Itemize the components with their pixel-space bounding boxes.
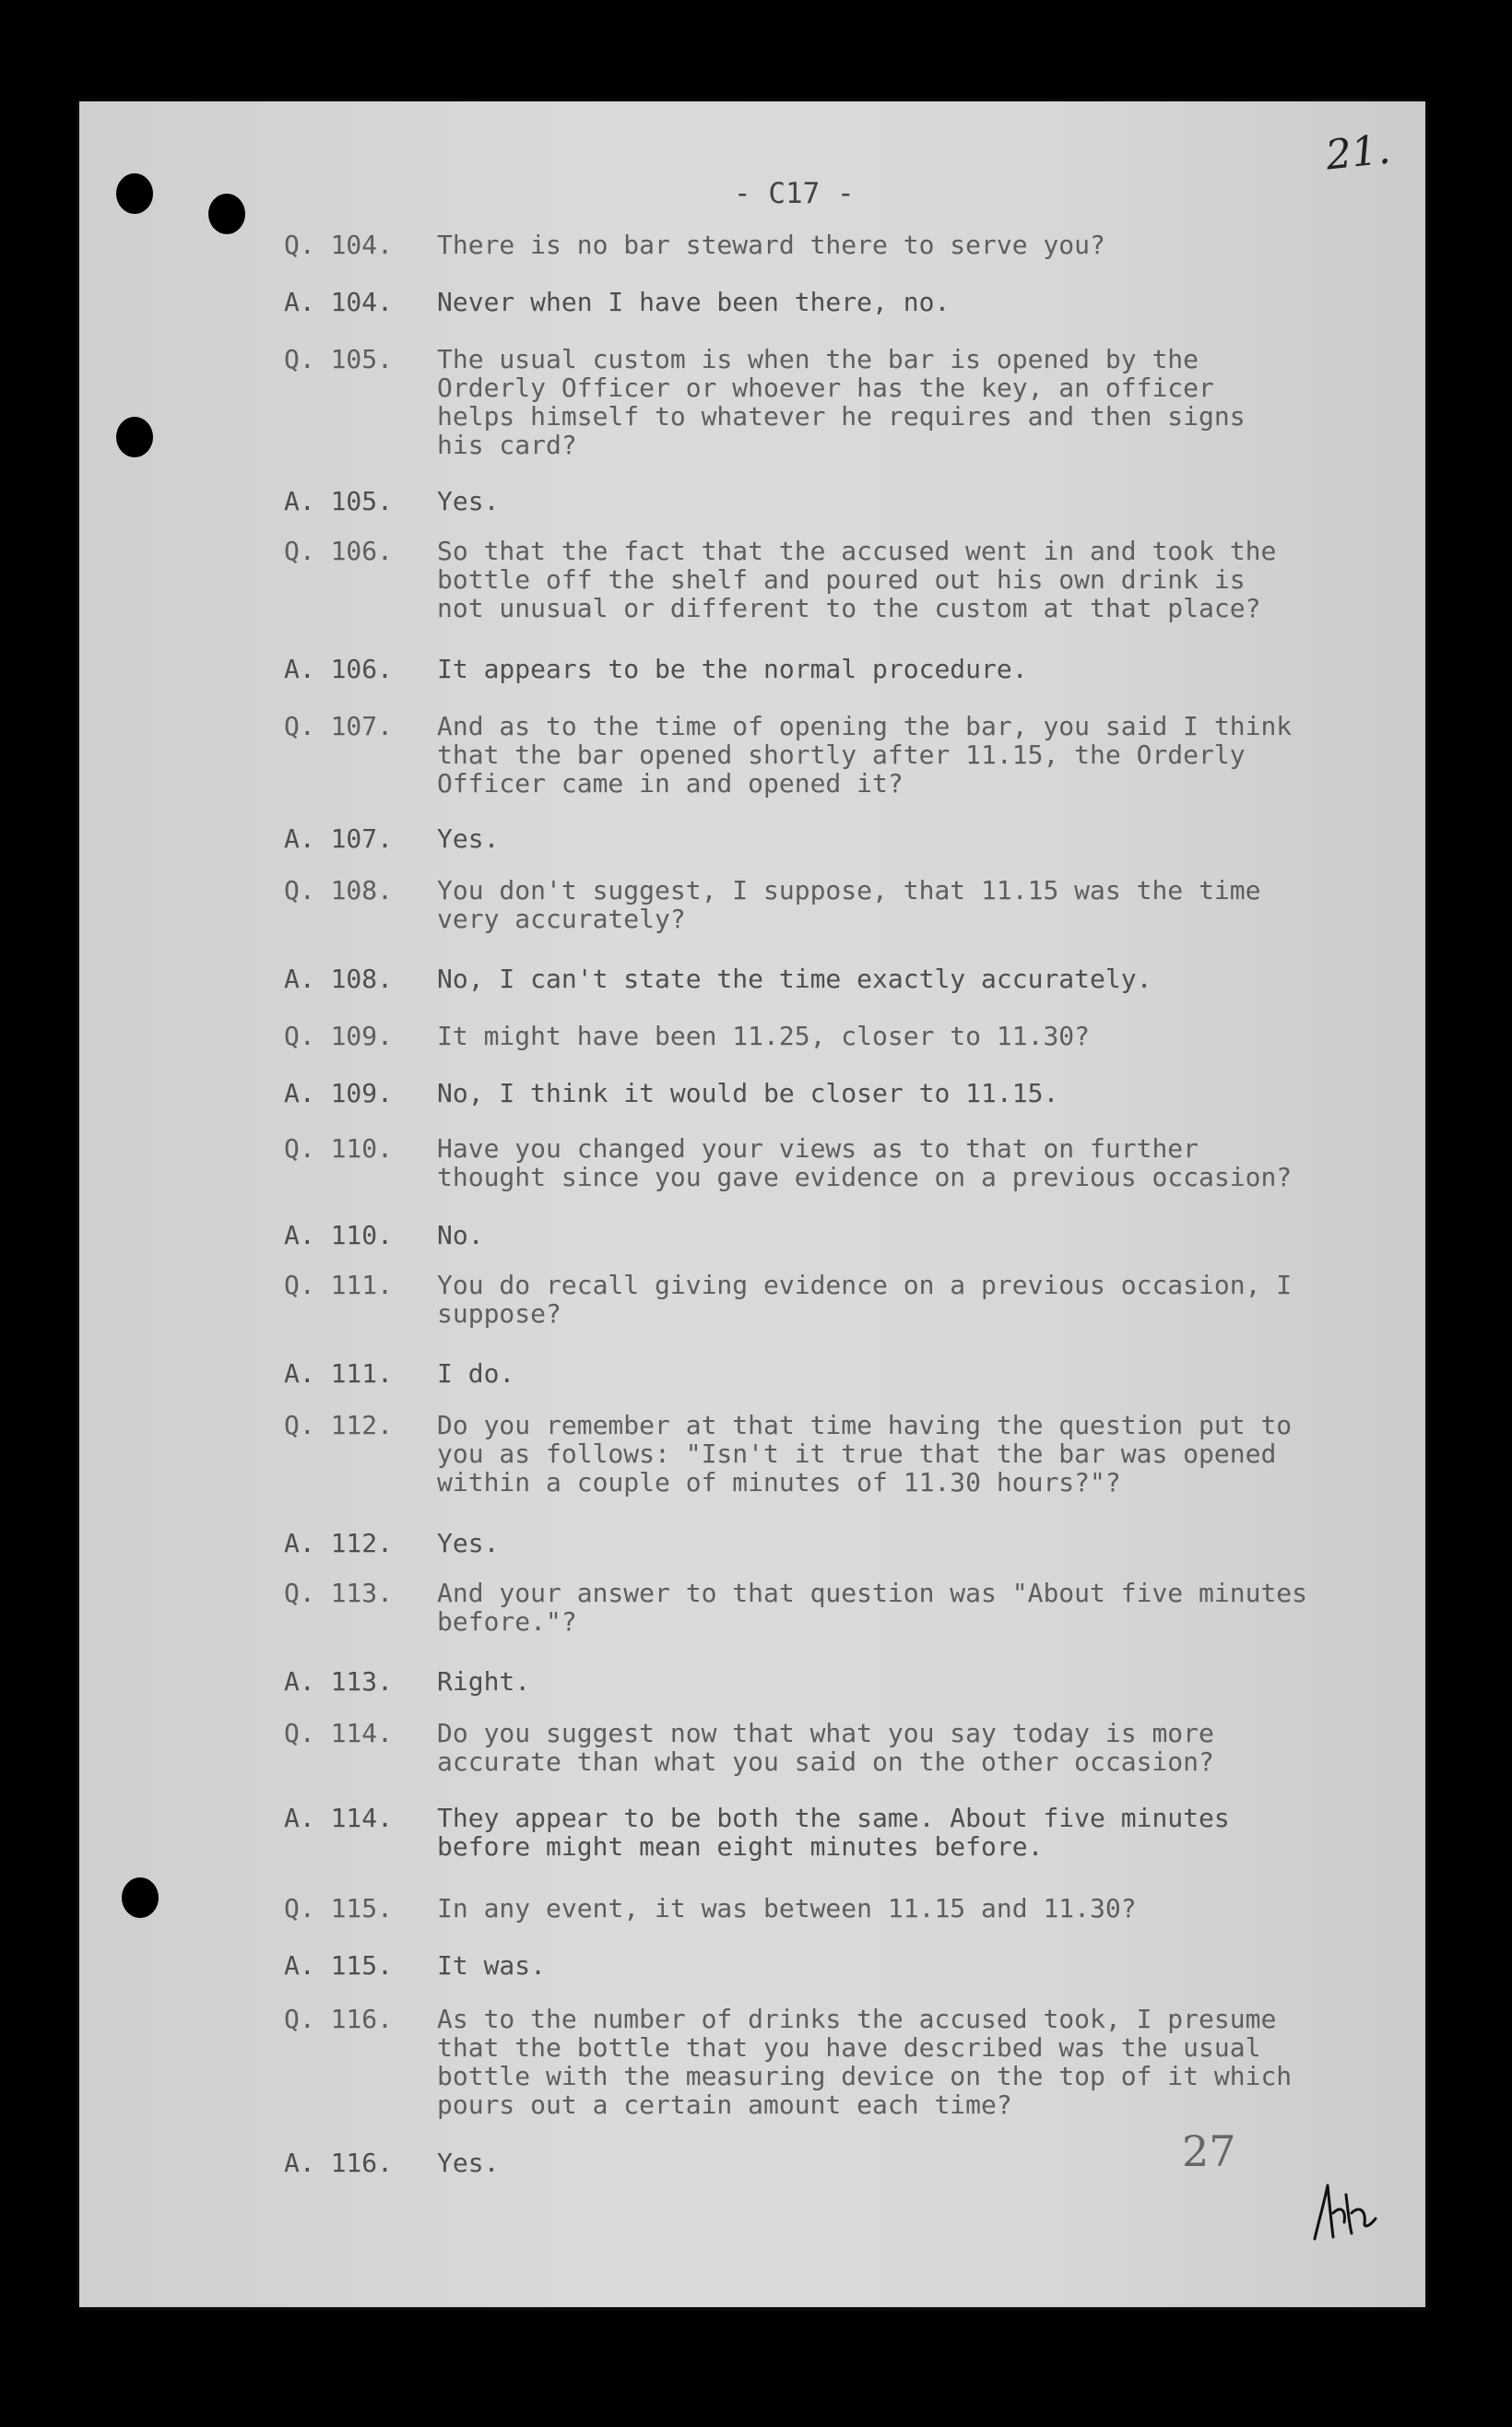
entry-label: A. 114. [284,1803,394,1833]
entry-label: A. 116. [284,2148,394,2178]
entry-label: Q. 114. [284,1718,394,1748]
entry-label: Q. 111. [284,1270,394,1300]
entry-label: Q. 110. [284,1133,394,1164]
entry-label: A. 107. [284,823,394,854]
entry-text: No. [437,1220,484,1250]
stamp-number: 27 [1182,2126,1236,2176]
entry-label: A. 111. [284,1358,394,1389]
entry-label: A. 112. [284,1528,394,1558]
entry-text: Do you remember at that time having the question put to you as follows: "Isn't it true that the bar was opened within a couple of minutes of 11.30 hours?"? [437,1410,1293,1498]
entry-text: Have you changed your views as to that on further thought since you gave evidence on a previous occasion? [437,1133,1293,1192]
punch-hole [116,417,153,457]
entry-label: Q. 116. [284,2004,394,2034]
entry-text: It was. [437,1950,547,1981]
punch-hole [208,194,245,234]
entry-label: A. 106. [284,654,394,684]
entry-text: Never when I have been there, no. [437,287,951,317]
entry-text: You do recall giving evidence on a previous occasion, I suppose? [437,1270,1293,1329]
entry-label: Q. 108. [284,875,394,906]
entry-text: Right. [437,1666,531,1697]
entry-label: Q. 113. [284,1578,394,1608]
entry-text: No, I think it would be closer to 11.15. [437,1078,1059,1108]
entry-text: No, I can't state the time exactly accurately. [437,964,1152,994]
entry-text: As to the number of drinks the accused took, I presume that the bottle that you have described was the usual bottle with the measuring device on the top of it which pours out a certain amount each time? [437,2004,1293,2120]
entry-text: Yes. [437,823,500,854]
entry-text: In any event, it was between 11.15 and 11.30? [437,1893,1137,1924]
entry-label: Q. 107. [284,711,394,741]
entry-text: I do. [437,1358,515,1389]
entry-label: Q. 106. [284,536,394,566]
entry-text: So that the fact that the accused went in and took the bottle off the shelf and poured out his own drink is not unusual or different to the custom at that place? [437,536,1277,623]
entry-label: A. 104. [284,287,394,317]
entry-label: A. 113. [284,1666,394,1697]
document-page [79,101,1425,2307]
page-number: - C17 - [734,177,855,210]
entry-text: Yes. [437,2148,500,2178]
punch-hole [116,173,153,214]
entry-label: A. 109. [284,1078,394,1108]
folio-number: 21. [1323,125,1393,180]
entry-text: Do you suggest now that what you say today is more accurate than what you said on the other occasion? [437,1718,1214,1777]
entry-text: And as to the time of opening the bar, you said I think that the bar opened shortly after 11.15, the Orderly Officer came in and opened it? [437,711,1293,799]
entry-text: They appear to be both the same. About five minutes before might mean eight minutes before. [437,1803,1230,1862]
handwritten-initials [1305,2158,1388,2250]
entry-label: A. 105. [284,486,394,516]
entry-label: Q. 115. [284,1893,394,1924]
entry-text: The usual custom is when the bar is opened by the Orderly Officer or whoever has the key, an officer helps himself to whatever he requires and then signs his card? [437,344,1246,460]
entry-text: And your answer to that question was "About five minutes before."? [437,1578,1308,1637]
entry-text: There is no bar steward there to serve you? [437,230,1105,260]
entry-text: Yes. [437,486,500,516]
entry-label: Q. 112. [284,1410,394,1440]
entry-text: Yes. [437,1528,500,1558]
entry-text: You don't suggest, I suppose, that 11.15 was the time very accurately? [437,875,1261,934]
entry-text: It might have been 11.25, closer to 11.30? [437,1021,1091,1051]
entry-label: A. 108. [284,964,394,994]
entry-label: Q. 109. [284,1021,394,1051]
entry-label: Q. 105. [284,344,394,374]
entry-label: A. 115. [284,1950,394,1981]
entry-text: It appears to be the normal procedure. [437,654,1028,684]
entry-label: A. 110. [284,1220,394,1250]
punch-hole [122,1877,159,1918]
entry-label: Q. 104. [284,230,394,260]
